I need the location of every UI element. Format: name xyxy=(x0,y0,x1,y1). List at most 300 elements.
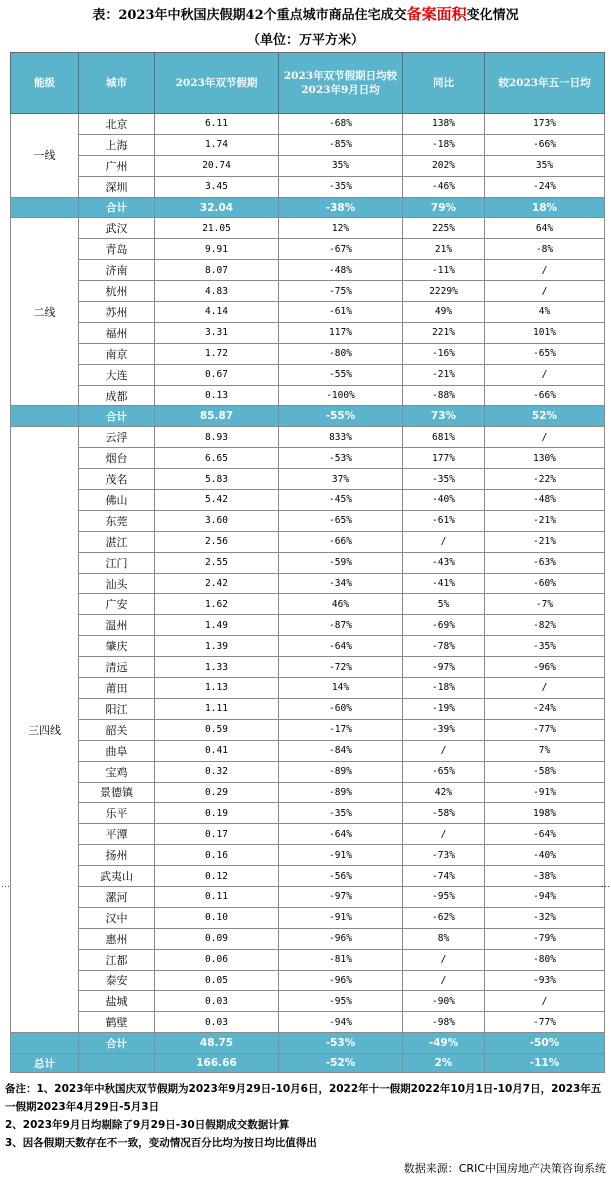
yoy-cell: 8% xyxy=(403,928,485,949)
yoy-cell: / xyxy=(403,824,485,845)
vs-sep-cell: -64% xyxy=(279,824,403,845)
holiday-cell: 6.11 xyxy=(155,114,279,135)
vs-may-cell: -64% xyxy=(485,824,605,845)
vs-may-cell: -38% xyxy=(485,866,605,887)
yoy-cell: 177% xyxy=(403,448,485,469)
vs-sep-cell: -80% xyxy=(279,343,403,364)
holiday-cell: 5.42 xyxy=(155,490,279,511)
vs-sep-cell: 37% xyxy=(279,469,403,490)
vs-may-cell: -93% xyxy=(485,970,605,991)
table-row xyxy=(11,803,605,824)
holiday-cell: 0.10 xyxy=(155,907,279,928)
city-cell: 佛山 xyxy=(79,490,155,511)
table-row xyxy=(11,322,605,343)
subtotal-row xyxy=(11,1033,605,1054)
yoy-cell: -90% xyxy=(403,991,485,1012)
city-cell: 韶关 xyxy=(79,719,155,740)
vs-sep-cell: -64% xyxy=(279,636,403,657)
yoy-cell: -18% xyxy=(403,134,485,155)
holiday-cell: 1.49 xyxy=(155,615,279,636)
vs-sep-cell: -53% xyxy=(279,448,403,469)
table-row xyxy=(11,260,605,281)
table-row xyxy=(11,343,605,364)
table-row xyxy=(11,740,605,761)
vs-sep-cell: -89% xyxy=(279,782,403,803)
yoy-cell: -73% xyxy=(403,845,485,866)
subtotal-label: 合计 xyxy=(79,1033,155,1054)
holiday-cell: 0.17 xyxy=(155,824,279,845)
vs-sep-cell: 46% xyxy=(279,594,403,615)
city-cell: 莆田 xyxy=(79,678,155,699)
yoy-cell: -40% xyxy=(403,490,485,511)
holiday-cell: 2.56 xyxy=(155,531,279,552)
table-row xyxy=(11,469,605,490)
vs-may-cell: -77% xyxy=(485,719,605,740)
subtotal-row xyxy=(11,406,605,427)
data-table xyxy=(10,52,605,1073)
vs-sep-cell: -35% xyxy=(279,176,403,197)
city-cell: 大连 xyxy=(79,364,155,385)
city-cell: 南京 xyxy=(79,343,155,364)
table-row xyxy=(11,845,605,866)
city-cell: 阳江 xyxy=(79,698,155,719)
vs-may-cell: -24% xyxy=(485,698,605,719)
city-cell: 东莞 xyxy=(79,510,155,531)
table-row xyxy=(11,573,605,594)
yoy-cell: 221% xyxy=(403,322,485,343)
vs-may-cell: -66% xyxy=(485,134,605,155)
holiday-cell: 1.74 xyxy=(155,134,279,155)
city-cell: 乐平 xyxy=(79,803,155,824)
yoy-cell: / xyxy=(403,949,485,970)
note-1: 备注：1、2023年中秋国庆双节假期为2023年9月29日-10月6日，2022年十一假期2022年10月1日-10月7日，2023年五一假期2023年4月29日-5月3日 xyxy=(5,1083,602,1113)
table-row xyxy=(11,427,605,448)
holiday-cell: 0.03 xyxy=(155,991,279,1012)
vs-sep-cell: 35% xyxy=(279,155,403,176)
total-label: 总计 xyxy=(11,1054,79,1073)
unit-label: （单位：万平方米） xyxy=(246,33,364,48)
yoy-cell: -62% xyxy=(403,907,485,928)
table-row xyxy=(11,1012,605,1033)
right-edge-dots: … xyxy=(601,880,610,890)
vs-may-cell: 64% xyxy=(485,218,605,239)
yoy-cell: -58% xyxy=(403,803,485,824)
vs-sep-cell: -84% xyxy=(279,740,403,761)
vs-sep-cell: -61% xyxy=(279,302,403,323)
holiday-cell: 0.16 xyxy=(155,845,279,866)
holiday-cell: 0.19 xyxy=(155,803,279,824)
holiday-cell: 3.31 xyxy=(155,322,279,343)
holiday-cell: 1.11 xyxy=(155,698,279,719)
table-title xyxy=(0,0,611,30)
yoy-cell: -43% xyxy=(403,552,485,573)
city-cell: 温州 xyxy=(79,615,155,636)
header-row xyxy=(11,53,605,114)
table-body xyxy=(11,114,605,1073)
holiday-cell: 1.33 xyxy=(155,657,279,678)
holiday-cell: 3.45 xyxy=(155,176,279,197)
vs-may-cell: -24% xyxy=(485,176,605,197)
table-row xyxy=(11,114,605,135)
city-cell: 烟台 xyxy=(79,448,155,469)
vs-may-cell: -32% xyxy=(485,907,605,928)
title-highlight: 备案面积 xyxy=(406,5,467,23)
vs-may-cell: -66% xyxy=(485,385,605,406)
header-vs-may: 较2023年五一日均 xyxy=(485,53,605,114)
subtotal-row xyxy=(11,197,605,218)
vs-may-cell: -35% xyxy=(485,636,605,657)
city-cell: 惠州 xyxy=(79,928,155,949)
vs-may-cell: -60% xyxy=(485,573,605,594)
vs-may-cell: 4% xyxy=(485,302,605,323)
data-source: 数据来源：CRIC中国房地产决策咨询系统 xyxy=(403,1162,606,1175)
city-cell: 平潭 xyxy=(79,824,155,845)
vs-may-cell: / xyxy=(485,427,605,448)
subtotal-yoy: 79% xyxy=(403,197,485,218)
city-cell: 成都 xyxy=(79,385,155,406)
subtotal-spacer xyxy=(11,406,79,427)
table-row xyxy=(11,155,605,176)
vs-sep-cell: -67% xyxy=(279,239,403,260)
table-row xyxy=(11,615,605,636)
vs-sep-cell: -65% xyxy=(279,510,403,531)
vs-sep-cell: -48% xyxy=(279,260,403,281)
city-cell: 江门 xyxy=(79,552,155,573)
subtotal-holiday: 48.75 xyxy=(155,1033,279,1054)
vs-sep-cell: -66% xyxy=(279,531,403,552)
holiday-cell: 0.11 xyxy=(155,886,279,907)
notes xyxy=(5,1080,611,1152)
holiday-cell: 0.13 xyxy=(155,385,279,406)
city-cell: 武夷山 xyxy=(79,866,155,887)
city-cell: 广安 xyxy=(79,594,155,615)
yoy-cell: -21% xyxy=(403,364,485,385)
holiday-cell: 1.72 xyxy=(155,343,279,364)
vs-may-cell: -79% xyxy=(485,928,605,949)
subtotal-vs-may: 52% xyxy=(485,406,605,427)
holiday-cell: 3.60 xyxy=(155,510,279,531)
yoy-cell: -95% xyxy=(403,886,485,907)
holiday-cell: 1.13 xyxy=(155,678,279,699)
holiday-cell: 21.05 xyxy=(155,218,279,239)
vs-may-cell: -80% xyxy=(485,949,605,970)
vs-may-cell: / xyxy=(485,678,605,699)
holiday-cell: 4.14 xyxy=(155,302,279,323)
yoy-cell: / xyxy=(403,740,485,761)
vs-may-cell: -21% xyxy=(485,531,605,552)
holiday-cell: 0.05 xyxy=(155,970,279,991)
holiday-cell: 4.83 xyxy=(155,281,279,302)
yoy-cell: -18% xyxy=(403,678,485,699)
vs-sep-cell: -97% xyxy=(279,886,403,907)
city-cell: 曲阜 xyxy=(79,740,155,761)
yoy-cell: -74% xyxy=(403,866,485,887)
header-holiday: 2023年双节假期 xyxy=(155,53,279,114)
vs-may-cell: -58% xyxy=(485,761,605,782)
holiday-cell: 1.39 xyxy=(155,636,279,657)
note-2: 2、2023年9月日均剔除了9月29日-30日假期成交数据计算 xyxy=(5,1119,290,1131)
city-cell: 深圳 xyxy=(79,176,155,197)
yoy-cell: -11% xyxy=(403,260,485,281)
holiday-cell: 1.62 xyxy=(155,594,279,615)
yoy-cell: -39% xyxy=(403,719,485,740)
holiday-cell: 0.12 xyxy=(155,866,279,887)
yoy-cell: 49% xyxy=(403,302,485,323)
tier-cell: 二线 xyxy=(11,218,79,406)
city-cell: 鹤壁 xyxy=(79,1012,155,1033)
table-row xyxy=(11,657,605,678)
vs-may-cell: -22% xyxy=(485,469,605,490)
table-row xyxy=(11,531,605,552)
vs-may-cell: -77% xyxy=(485,1012,605,1033)
subtotal-holiday: 85.87 xyxy=(155,406,279,427)
vs-sep-cell: -55% xyxy=(279,364,403,385)
vs-may-cell: / xyxy=(485,364,605,385)
subtotal-vs-sep: -53% xyxy=(279,1033,403,1054)
table-row xyxy=(11,636,605,657)
table-row xyxy=(11,594,605,615)
city-cell: 上海 xyxy=(79,134,155,155)
subtotal-spacer xyxy=(11,197,79,218)
table-row xyxy=(11,134,605,155)
city-cell: 云浮 xyxy=(79,427,155,448)
subtotal-label: 合计 xyxy=(79,197,155,218)
vs-may-cell: / xyxy=(485,991,605,1012)
table-row xyxy=(11,302,605,323)
city-cell: 北京 xyxy=(79,114,155,135)
city-cell: 盐城 xyxy=(79,991,155,1012)
vs-may-cell: 35% xyxy=(485,155,605,176)
vs-sep-cell: 833% xyxy=(279,427,403,448)
vs-sep-cell: -59% xyxy=(279,552,403,573)
vs-may-cell: 7% xyxy=(485,740,605,761)
table-row xyxy=(11,970,605,991)
city-cell: 宝鸡 xyxy=(79,761,155,782)
table-row xyxy=(11,991,605,1012)
total-yoy: 2% xyxy=(403,1054,485,1073)
subtotal-vs-sep: -55% xyxy=(279,406,403,427)
yoy-cell: 21% xyxy=(403,239,485,260)
holiday-cell: 5.83 xyxy=(155,469,279,490)
yoy-cell: -69% xyxy=(403,615,485,636)
vs-may-cell: -63% xyxy=(485,552,605,573)
yoy-cell: 5% xyxy=(403,594,485,615)
vs-sep-cell: -56% xyxy=(279,866,403,887)
city-cell: 扬州 xyxy=(79,845,155,866)
table-row xyxy=(11,866,605,887)
city-cell: 泰安 xyxy=(79,970,155,991)
city-cell: 景德镇 xyxy=(79,782,155,803)
table-row xyxy=(11,385,605,406)
vs-sep-cell: 117% xyxy=(279,322,403,343)
table-row xyxy=(11,281,605,302)
yoy-cell: / xyxy=(403,970,485,991)
header-yoy: 同比 xyxy=(403,53,485,114)
yoy-cell: -19% xyxy=(403,698,485,719)
yoy-cell: -16% xyxy=(403,343,485,364)
vs-may-cell: 130% xyxy=(485,448,605,469)
subtotal-yoy: 73% xyxy=(403,406,485,427)
holiday-cell: 0.32 xyxy=(155,761,279,782)
left-edge-dots: … xyxy=(1,880,10,890)
table-row xyxy=(11,678,605,699)
total-holiday: 166.66 xyxy=(155,1054,279,1073)
subtotal-vs-may: -50% xyxy=(485,1033,605,1054)
vs-sep-cell: -85% xyxy=(279,134,403,155)
table-row xyxy=(11,510,605,531)
vs-sep-cell: -45% xyxy=(279,490,403,511)
table-row xyxy=(11,907,605,928)
holiday-cell: 2.55 xyxy=(155,552,279,573)
city-cell: 清远 xyxy=(79,657,155,678)
vs-sep-cell: -68% xyxy=(279,114,403,135)
vs-sep-cell: -91% xyxy=(279,845,403,866)
total-spacer xyxy=(79,1054,155,1073)
holiday-cell: 20.74 xyxy=(155,155,279,176)
subtotal-holiday: 32.04 xyxy=(155,197,279,218)
holiday-cell: 2.42 xyxy=(155,573,279,594)
city-cell: 汕头 xyxy=(79,573,155,594)
holiday-cell: 0.06 xyxy=(155,949,279,970)
vs-may-cell: -7% xyxy=(485,594,605,615)
subtotal-spacer xyxy=(11,1033,79,1054)
yoy-cell: / xyxy=(403,531,485,552)
yoy-cell: -61% xyxy=(403,510,485,531)
yoy-cell: -98% xyxy=(403,1012,485,1033)
subtotal-label: 合计 xyxy=(79,406,155,427)
city-cell: 汉中 xyxy=(79,907,155,928)
yoy-cell: -46% xyxy=(403,176,485,197)
city-cell: 苏州 xyxy=(79,302,155,323)
table-row xyxy=(11,719,605,740)
total-vs-sep: -52% xyxy=(279,1054,403,1073)
vs-sep-cell: -100% xyxy=(279,385,403,406)
title-prefix: 表：2023年中秋国庆假期42个重点城市商品住宅成交 xyxy=(92,8,407,23)
table-row xyxy=(11,824,605,845)
vs-sep-cell: -34% xyxy=(279,573,403,594)
table-row xyxy=(11,782,605,803)
table-row xyxy=(11,176,605,197)
city-cell: 武汉 xyxy=(79,218,155,239)
vs-sep-cell: -87% xyxy=(279,615,403,636)
total-row xyxy=(11,1054,605,1073)
table-row xyxy=(11,949,605,970)
yoy-cell: -97% xyxy=(403,657,485,678)
header-tier: 能级 xyxy=(11,53,79,114)
header-vs-sep: 2023年双节假期日均较2023年9月日均 xyxy=(279,53,403,114)
holiday-cell: 6.65 xyxy=(155,448,279,469)
city-cell: 杭州 xyxy=(79,281,155,302)
yoy-cell: -78% xyxy=(403,636,485,657)
city-cell: 湛江 xyxy=(79,531,155,552)
title-suffix: 变化情况 xyxy=(466,8,519,23)
note-3: 3、因各假期天数存在不一致，变动情况百分比均为按日均比值得出 xyxy=(5,1137,317,1149)
subtotal-vs-sep: -38% xyxy=(279,197,403,218)
table-row xyxy=(11,928,605,949)
vs-may-cell: -48% xyxy=(485,490,605,511)
vs-may-cell: / xyxy=(485,260,605,281)
table-row xyxy=(11,490,605,511)
holiday-cell: 0.67 xyxy=(155,364,279,385)
subtotal-yoy: -49% xyxy=(403,1033,485,1054)
city-cell: 青岛 xyxy=(79,239,155,260)
vs-sep-cell: -91% xyxy=(279,907,403,928)
vs-may-cell: -21% xyxy=(485,510,605,531)
vs-may-cell: 198% xyxy=(485,803,605,824)
vs-may-cell: 101% xyxy=(485,322,605,343)
vs-may-cell: -40% xyxy=(485,845,605,866)
holiday-cell: 8.07 xyxy=(155,260,279,281)
subtotal-vs-may: 18% xyxy=(485,197,605,218)
vs-sep-cell: -96% xyxy=(279,970,403,991)
vs-may-cell: -94% xyxy=(485,886,605,907)
vs-sep-cell: -81% xyxy=(279,949,403,970)
vs-sep-cell: 14% xyxy=(279,678,403,699)
total-vs-may: -11% xyxy=(485,1054,605,1073)
vs-sep-cell: -72% xyxy=(279,657,403,678)
vs-may-cell: -65% xyxy=(485,343,605,364)
holiday-cell: 0.09 xyxy=(155,928,279,949)
vs-sep-cell: -95% xyxy=(279,991,403,1012)
city-cell: 茂名 xyxy=(79,469,155,490)
vs-sep-cell: -89% xyxy=(279,761,403,782)
vs-may-cell: -8% xyxy=(485,239,605,260)
holiday-cell: 0.29 xyxy=(155,782,279,803)
vs-sep-cell: -94% xyxy=(279,1012,403,1033)
vs-sep-cell: -60% xyxy=(279,698,403,719)
city-cell: 江都 xyxy=(79,949,155,970)
yoy-cell: 681% xyxy=(403,427,485,448)
vs-sep-cell: -75% xyxy=(279,281,403,302)
table-row xyxy=(11,886,605,907)
tier-cell: 三四线 xyxy=(11,427,79,1033)
vs-sep-cell: -35% xyxy=(279,803,403,824)
table-row xyxy=(11,218,605,239)
yoy-cell: 202% xyxy=(403,155,485,176)
table-row xyxy=(11,364,605,385)
tier-cell: 一线 xyxy=(11,114,79,198)
table-row xyxy=(11,761,605,782)
table-row xyxy=(11,698,605,719)
city-cell: 福州 xyxy=(79,322,155,343)
vs-sep-cell: 12% xyxy=(279,218,403,239)
yoy-cell: 225% xyxy=(403,218,485,239)
vs-sep-cell: -17% xyxy=(279,719,403,740)
table-row xyxy=(11,239,605,260)
holiday-cell: 0.59 xyxy=(155,719,279,740)
city-cell: 漯河 xyxy=(79,886,155,907)
city-cell: 肇庆 xyxy=(79,636,155,657)
yoy-cell: -35% xyxy=(403,469,485,490)
vs-may-cell: -82% xyxy=(485,615,605,636)
yoy-cell: 42% xyxy=(403,782,485,803)
yoy-cell: -41% xyxy=(403,573,485,594)
city-cell: 广州 xyxy=(79,155,155,176)
holiday-cell: 8.93 xyxy=(155,427,279,448)
vs-may-cell: -96% xyxy=(485,657,605,678)
yoy-cell: -65% xyxy=(403,761,485,782)
yoy-cell: 138% xyxy=(403,114,485,135)
vs-sep-cell: -96% xyxy=(279,928,403,949)
header-city: 城市 xyxy=(79,53,155,114)
holiday-cell: 9.91 xyxy=(155,239,279,260)
holiday-cell: 0.03 xyxy=(155,1012,279,1033)
vs-may-cell: 173% xyxy=(485,114,605,135)
vs-may-cell: / xyxy=(485,281,605,302)
table-row xyxy=(11,448,605,469)
holiday-cell: 0.41 xyxy=(155,740,279,761)
vs-may-cell: -91% xyxy=(485,782,605,803)
